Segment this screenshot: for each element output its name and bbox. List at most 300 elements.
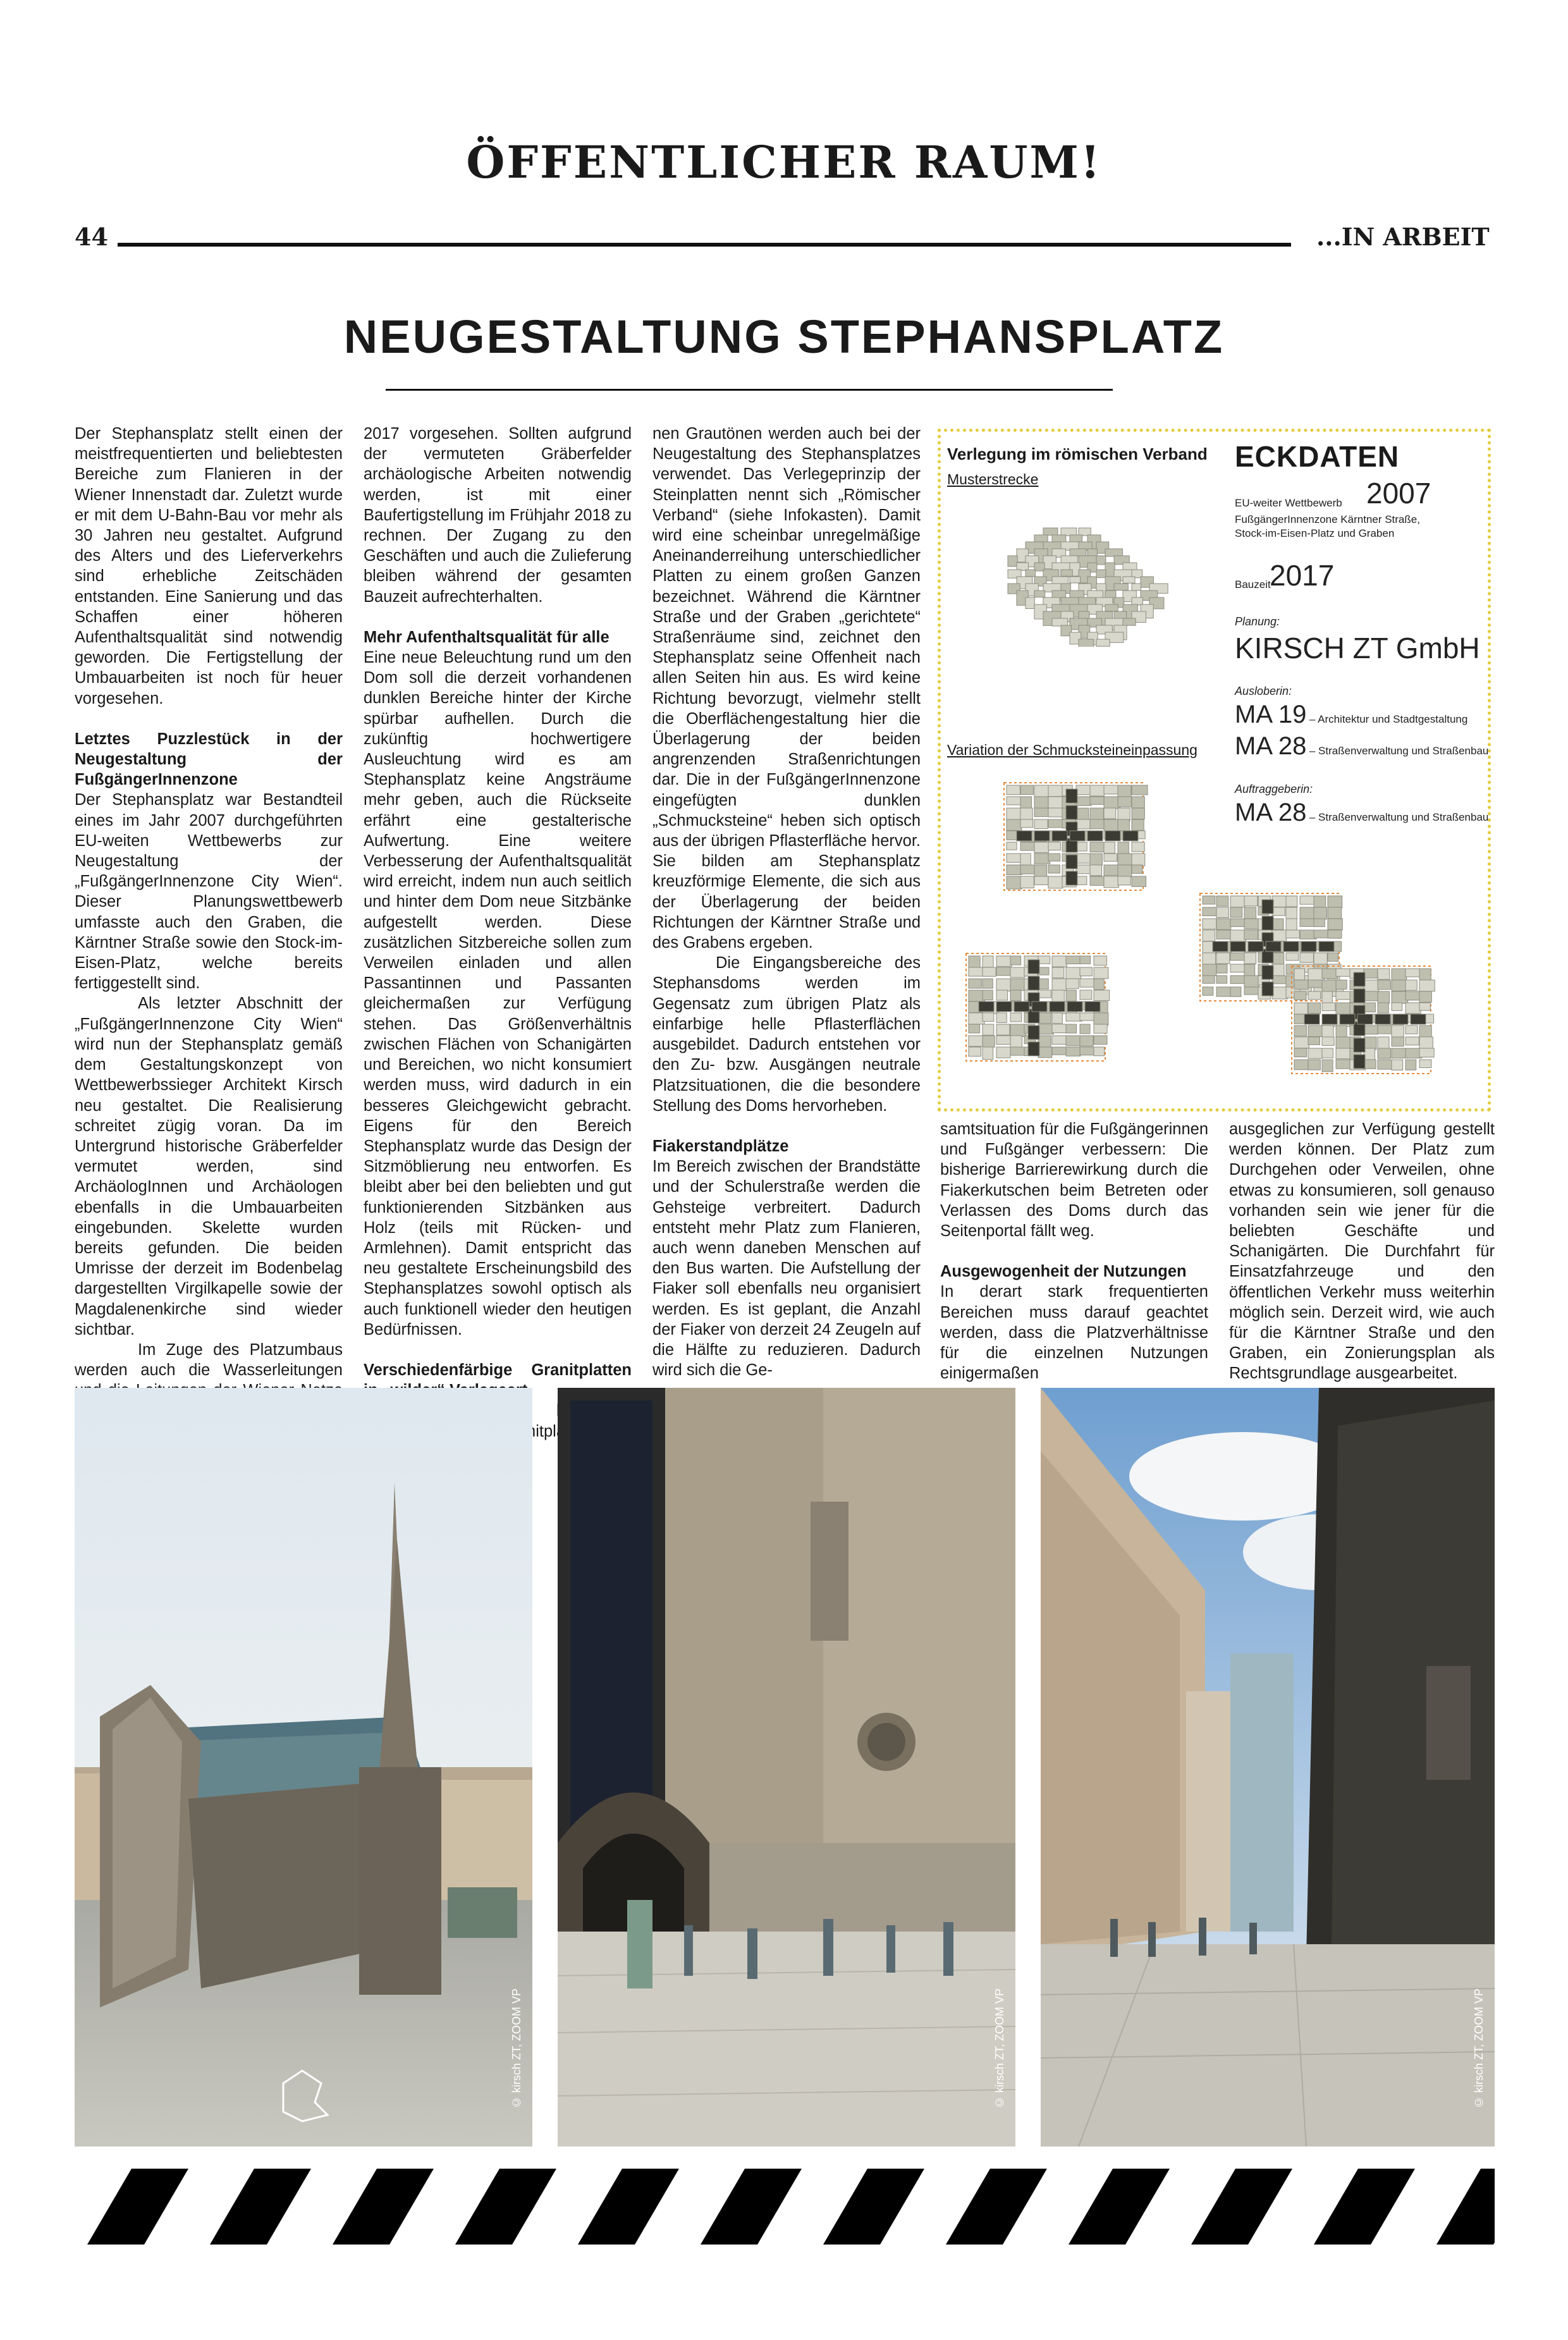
paver-tile: [1272, 930, 1286, 941]
eckdaten-ma19-desc: – Architektur und Stadtgestaltung: [1309, 713, 1468, 725]
paver-tile: [1322, 969, 1338, 979]
paragraph: nen Grautönen werden auch bei der Neugestaltung des Stephansplatzes verwendet. Das Verlegeprinzip der Steinplatten nennt sich „Römischer Verband“ (siehe Infokasten). Damit wird eine scheinbar unregelmäßige Aneinanderreihung unterschiedlicher Platten zu einem großen Ganzen bezeichnet. Während die Kärntner Straße und der Graben „gerichtete“ Straßenräume sind, zeichnet den Stephansplatz seine Offenheit nach allen Seiten hin aus. Es wird keine Richtung bevorzugt, vielmehr stellt die Oberflächengestaltung hier die Überlagerung der beiden angrenzenden Straßenrichtungen dar. Die in der FußgängerInnenzone eingefügten dunklen „Schmucksteine“ heben sich optisch aus der übrigen Pflasterfläche hervor. Sie bilden am Stephansplatz kreuzförmige Elemente, die sich aus der Überlagerung der beiden Richtungen der Kärntner Straße und des Grabens ergeben.: [652, 425, 921, 952]
paver-tile: [1034, 865, 1047, 877]
paver-tile: [1314, 919, 1325, 927]
paver-tile: [1118, 876, 1130, 885]
paver-tile: [1132, 797, 1144, 808]
paragraph: Die Eingangsbereiche des Stephansdoms werden im Gegensatz zum übrigen Platz als einfarbige helle Pflasterflächen ausgebildet. Dadurch entstehen vor den Zu- bzw. Ausgängen neutrale Platzsituationen, die die besondere Stellung des Doms hervorheben.: [652, 954, 921, 1115]
paver-tile: [1007, 842, 1017, 850]
paver-tile: [1007, 865, 1022, 875]
paver-tile: [1300, 896, 1314, 904]
paver-tile: [1419, 1048, 1434, 1057]
info-box: [938, 429, 1491, 1112]
paver-tile: [1378, 1037, 1389, 1049]
paver-tile: [1314, 896, 1326, 909]
paver-tile: [1406, 1026, 1418, 1034]
paver-tile: [1322, 1003, 1335, 1011]
paver-tile: [1038, 1036, 1051, 1048]
paragraph: Granitplatten: [499, 1422, 592, 1440]
paver-tile: [1419, 980, 1435, 991]
article-headline: NEUGESTALTUNG STEPHANSPLATZ: [343, 310, 1225, 363]
paver-tile: [983, 956, 993, 967]
eckdaten-planung-label: Planung:: [1235, 615, 1280, 628]
article-column-1: [75, 424, 343, 1462]
photo-plaza-street: [1041, 1388, 1495, 2147]
paver-tile: [1038, 1047, 1052, 1058]
schmuckstein-tile: [1266, 941, 1281, 952]
paver-tile: [1364, 1048, 1375, 1060]
paver-tile: [1010, 1036, 1022, 1047]
hazard-stripe: [455, 2169, 556, 2245]
schmuckstein-tile: [1304, 1014, 1320, 1024]
paver-tile: [1034, 819, 1048, 829]
paver-tile: [1066, 979, 1079, 989]
hazard-stripe: [701, 2169, 802, 2245]
paver-tile: [1308, 1048, 1322, 1058]
paver-tile: [983, 967, 996, 976]
paver-tile: [1118, 785, 1131, 797]
schmuckstein-tile: [1066, 789, 1077, 803]
paver-tile: [1090, 842, 1105, 852]
eckdaten-wettbewerb-label: EU-weiter Wettbewerb: [1235, 497, 1342, 509]
hazard-stripe-band: [75, 2169, 1495, 2245]
paver-tile: [1216, 976, 1227, 983]
paver-tile: [1378, 1003, 1388, 1013]
paver-tile: [1286, 930, 1299, 938]
subheading: Ausgewogenheit der Nutzungen: [940, 1263, 1187, 1281]
paver-tile: [1406, 969, 1421, 977]
paver-tile: [1230, 976, 1244, 984]
paver-tile: [1020, 785, 1033, 795]
paver-tile: [1020, 876, 1034, 888]
schmuckstein-tile: [1354, 1055, 1365, 1069]
paver-tile: [1272, 907, 1285, 916]
header-rule: [118, 243, 1291, 247]
paver-tile: [1118, 797, 1131, 807]
paver-tile: [1230, 953, 1246, 960]
paver-tile: [1076, 854, 1091, 863]
paver-tile: [1048, 876, 1063, 888]
paver-tile: [1080, 956, 1091, 964]
paragraph: Der Stephansplatz stellt einen der meistfrequentierten und beliebtesten Bereiche zum Flanieren in der Wiener Innenstadt dar. Zuletzt wurde er mit dem U-Bahn-Bau vor mehr als 30 Jahren neu gestaltet. Aufgrund des Alters und des Lieferverkehrs sind erhebliche Zeitschäden entstanden. Eine Sanierung und das Schaffen einer höheren Aufenthaltsqualität sind notwendig geworden. Die Fertigstellung der Umbauarbeiten ist noch für heuer vorgesehen.: [75, 425, 343, 708]
paver-tile: [1336, 1026, 1347, 1038]
schmuckstein-tile: [1032, 1002, 1047, 1012]
paver-tile: [1080, 990, 1092, 1000]
paver-tile: [1132, 584, 1141, 591]
paver-tile: [1272, 976, 1287, 984]
paver-tile: [1308, 1037, 1320, 1044]
paver-tile: [1322, 1037, 1334, 1046]
paver-tile: [1026, 597, 1034, 609]
paver-tile: [1048, 808, 1063, 817]
paver-tile: [1038, 1024, 1053, 1034]
paver-tile: [996, 1013, 1007, 1022]
paver-tile: [1328, 930, 1342, 938]
paver-tile: [1216, 930, 1231, 939]
schmuckstein-tile: [1213, 941, 1228, 952]
paver-tile: [1052, 967, 1064, 978]
paragraph: Als letzter Abschnitt der „FußgängerInnenzone City Wien“ wird nun der Stephansplatz gemäß dem Gestaltungskonzept von Wettbewerbssieger Architekt Kirsch neu gestaltet. Die Realisierung schreitet zügig voran. Da im Untergrund historische Gräberfelder vermutet werden, sind ArchäologInnen und Archäologen ebenfalls in die Umbauarbeiten eingebunden. Skelette wurden bereits gefunden. Die beiden Umrisse der derzeit im Bodenbelag dargestellten Virgilkapelle sowie der Magdalenenkirche sind wieder sichtbar.: [75, 995, 343, 1338]
paver-tile: [1244, 953, 1256, 964]
paver-tile: [1244, 930, 1258, 940]
paver-tile: [1336, 1048, 1351, 1059]
paver-tile: [1392, 1003, 1402, 1010]
paver-tile: [1052, 990, 1064, 1002]
schmuckstein-tile: [1262, 982, 1273, 996]
subheading: Verschiedenfärbige Granitplatten: [364, 1361, 632, 1379]
paver-tile: [1230, 907, 1242, 917]
paver-tile: [1378, 980, 1390, 989]
paragraph: 2017 vorgesehen. Sollten aufgrund der vermuteten Gräberfelder archäologische Arbeiten notwendig werden, ist mit einer Baufertigstellung im Frühjahr 2018 zu rechnen. Der Zugang zu den Geschäften und auch die Zulieferung bleiben während der gesamten Bauzeit aufrechterhalten.: [364, 425, 632, 606]
paver-tile: [1010, 979, 1026, 991]
photo-credit: © kirsch ZT, ZOOM VP: [510, 1988, 523, 2109]
paver-tile: [1364, 969, 1378, 978]
paver-tile: [1392, 1037, 1404, 1046]
paver-tile: [1294, 980, 1308, 989]
paver-tile: [969, 1013, 984, 1024]
paver-tile: [1392, 969, 1407, 981]
paver-tile: [1114, 584, 1128, 590]
paver-tile: [1378, 1048, 1391, 1058]
paver-tile: [1096, 556, 1106, 565]
paver-tile: [996, 956, 1012, 967]
paver-tile: [1378, 1026, 1392, 1034]
paver-tile: [1094, 1047, 1105, 1056]
paragraph: Im Bereich zwischen der Brandstätte und der Schulerstraße werden die Gehsteige verbreitert. Dadurch entsteht mehr Platz zum Flanieren, auch wenn daneben Menschen auf den Bus warten. Die Aufstellung der Fiaker soll ebenfalls neu organisiert werden. Es ist geplant, die Anzahl der Fiaker von derzeit 24 Zeugeln auf die Hälfte zu reduzieren. Dadurch wird sich die Ge-: [652, 1158, 921, 1380]
photo-cathedral-portal-image: [558, 1388, 1015, 2147]
paver-tile: [1308, 1026, 1324, 1037]
paver-tile: [1314, 930, 1329, 938]
paver-tile: [1094, 1013, 1108, 1026]
paver-tile: [1378, 1060, 1393, 1069]
paver-tile: [1203, 896, 1215, 904]
paver-tile: [1308, 1060, 1320, 1070]
paver-tile: [1216, 919, 1231, 929]
eckdaten-planung-value: KIRSCH ZT GmbH: [1235, 632, 1480, 665]
paver-tile: [1286, 896, 1297, 907]
infobox-subtitle-sample: Musterstrecke: [947, 471, 1039, 487]
paver-tile: [1203, 930, 1215, 941]
paver-tile: [1010, 956, 1021, 965]
paver-tile: [1419, 991, 1431, 1002]
paragraph: samtsituation für die Fußgängerinnen und Fußgänger verbessern: Die bisherige Barrierewirkung durch die Fiakerkutschen beim Betreten oder Verlassen des Doms durch das Seitenportal fällt weg.: [940, 1120, 1208, 1240]
paver-tile: [969, 1024, 980, 1033]
paver-tile: [1216, 896, 1228, 906]
paver-tile: [1007, 819, 1022, 831]
schmuckstein-tile: [1262, 900, 1273, 914]
schmuckstein-tile: [1393, 1014, 1408, 1024]
schmuckstein-tile: [1375, 1014, 1390, 1024]
paver-tile: [1052, 979, 1067, 991]
eckdaten-wettbewerb-year: 2007: [1366, 477, 1431, 510]
paver-tile: [1020, 808, 1032, 821]
paver-tile: [1364, 1037, 1376, 1050]
paver-tile: [1123, 618, 1136, 625]
paver-tile: [1090, 785, 1104, 796]
paver-tile: [1230, 987, 1241, 996]
paver-tile: [1048, 865, 1060, 873]
paver-tile: [1336, 1060, 1351, 1069]
paver-tile: [1406, 980, 1417, 990]
paver-tile: [1118, 865, 1132, 877]
paver-tile: [1392, 1026, 1404, 1038]
paver-tile: [1294, 991, 1306, 1000]
paragraph: Im Zuge des Platzumbaus werden auch die Wasserleitungen: [75, 1340, 343, 1380]
paver-tile: [1364, 980, 1379, 992]
paver-tile: [1010, 967, 1025, 977]
paver-tile: [1038, 967, 1049, 975]
paver-tile: [1034, 797, 1048, 809]
paver-tile: [1007, 797, 1022, 805]
paver-tile: [1104, 842, 1115, 854]
hazard-stripe: [87, 2169, 188, 2245]
paver-tile: [1048, 797, 1063, 809]
paver-tile: [1010, 1024, 1026, 1036]
schmuckstein-tile: [1028, 960, 1039, 974]
paver-tile: [1034, 591, 1045, 597]
paver-tile: [1322, 1048, 1333, 1058]
paver-tile: [1216, 907, 1228, 917]
paver-tile: [1216, 964, 1227, 973]
paver-tile: [1090, 819, 1105, 829]
paver-tile: [1406, 1060, 1416, 1070]
paver-tile: [969, 1047, 981, 1057]
eckdaten-title: ECKDATEN: [1235, 440, 1400, 473]
paver-cross-diagram-1: [998, 776, 1149, 897]
schmuckstein-tile: [1105, 831, 1120, 841]
paragraph: ausgeglichen zur Verfügung gestellt werden können. Der Platz zum Durchgehen oder Verweilen, ohne etwas zu konsumieren, soll genauso vorhanden sein wie jener für die beliebten Geschäfte und Schanigärten. Die Durchfahrt für Einsatzfahrzeuge und den öffentlichen Verkehr muss weiterhin möglich sein. Derzeit wird, wie auch für die Kärntner Straße und den Graben, ein Zonierungsplan als Rechtsgrundlage ausgearbeitet.: [1229, 1120, 1495, 1383]
paver-tile: [1105, 563, 1115, 577]
paver-tile: [983, 1013, 994, 1021]
paver-tile: [1105, 549, 1122, 556]
paver-tile: [1244, 987, 1259, 995]
paver-tile: [1066, 967, 1081, 979]
schmuckstein-tile: [1066, 806, 1077, 819]
eckdaten-ma19: [1235, 701, 1467, 729]
paver-tile: [1104, 808, 1116, 819]
paver-tile: [1066, 956, 1081, 964]
paver-tile: [1076, 808, 1089, 820]
paver-tile: [1070, 577, 1081, 583]
paver-tile: [1026, 570, 1035, 577]
eckdaten-ma28-code: MA 28: [1235, 732, 1307, 760]
article-column-5: [1229, 1119, 1495, 1384]
paver-tile: [1034, 854, 1050, 864]
paver-tile: [1322, 1060, 1333, 1072]
paver-tile: [1244, 964, 1255, 977]
eckdaten-auftraggeberin-label: Auftraggeberin:: [1235, 783, 1313, 795]
photo-cathedral-portal: [558, 1388, 1015, 2147]
paver-tile: [1104, 865, 1120, 876]
paver-tile: [1118, 842, 1129, 854]
paver-tile: [1034, 842, 1049, 853]
paver-tile: [1392, 1060, 1403, 1070]
schmuckstein-tile: [1085, 1002, 1100, 1012]
paver-tile: [1080, 1013, 1096, 1020]
paver-tile: [1080, 967, 1092, 976]
subheading: Mehr Aufenthaltsqualität für alle: [364, 628, 609, 646]
paver-tile: [1007, 808, 1021, 819]
paver-tile: [1294, 1060, 1308, 1070]
paver-tile: [983, 1036, 995, 1047]
paver-tile: [1230, 896, 1245, 907]
schmuckstein-tile: [1017, 831, 1032, 841]
paver-tile: [1076, 819, 1091, 829]
paver-tile: [1308, 991, 1321, 1000]
paver-tile: [1308, 1003, 1321, 1014]
paver-tile: [983, 1047, 993, 1060]
paver-tile: [1294, 1026, 1306, 1036]
schmuckstein-tile: [1301, 941, 1316, 952]
paver-tile: [1322, 1026, 1333, 1038]
paver-tile: [1336, 1037, 1351, 1049]
eckdaten-ma28: [1235, 732, 1488, 761]
paver-tile: [1294, 969, 1305, 980]
photo-credit: © kirsch ZT, ZOOM VP: [993, 1988, 1006, 2109]
paver-tile: [1132, 854, 1145, 866]
photo-credit: © kirsch ZT, ZOOM VP: [1473, 1988, 1485, 2109]
headline-rule: [386, 389, 1113, 391]
paver-tile: [1294, 1048, 1307, 1057]
paver-tile: [1300, 919, 1315, 926]
page-number: 44: [75, 223, 108, 251]
paver-tile: [1118, 819, 1129, 831]
photo-cathedral-aerial-image: [75, 1388, 532, 2147]
hazard-stripe: [333, 2169, 434, 2245]
paragraph: In derart stark frequentierten Bereichen muss darauf geachtet werden, dass die Platzverhältnisse für die einzelnen Nutzungen einigermaßen: [940, 1283, 1208, 1383]
paver-tile: [1132, 808, 1144, 819]
article-column-2: [364, 424, 632, 1462]
subheading: Fiakerstandplätze: [652, 1137, 789, 1155]
paver-tile: [1322, 980, 1336, 991]
paver-tile: [1286, 907, 1297, 919]
hazard-stripe: [210, 2169, 311, 2245]
paver-tile: [1105, 604, 1118, 611]
schmuckstein-tile: [1067, 1002, 1082, 1012]
paver-tile: [1328, 919, 1342, 929]
paver-tile: [1038, 990, 1051, 998]
hazard-stripe: [1069, 2169, 1170, 2245]
schmuckstein-tile: [1034, 831, 1050, 841]
paver-tile: [1066, 990, 1076, 1001]
paver-tile: [1080, 1024, 1090, 1034]
schmuckstein-tile: [1028, 1042, 1039, 1056]
paver-tile: [1008, 556, 1017, 567]
schmuckstein-tile: [1354, 1038, 1365, 1052]
paver-tile: [1090, 865, 1102, 876]
schmuckstein-tile: [1262, 916, 1273, 930]
paver-tile: [1230, 964, 1245, 972]
paver-tile: [1038, 1013, 1051, 1024]
paver-tile: [1364, 1003, 1375, 1012]
paver-tile: [1020, 842, 1036, 850]
paver-tile: [1203, 953, 1216, 965]
paver-tile: [1272, 919, 1283, 929]
paver-tile: [1052, 1036, 1067, 1044]
paver-tile: [1216, 987, 1232, 996]
paver-tile: [1094, 967, 1108, 979]
hazard-stripe: [578, 2169, 679, 2245]
paver-tile: [996, 1047, 1010, 1058]
paver-tile: [1336, 969, 1350, 976]
paver-cross-diagram-4: [1285, 960, 1437, 1080]
schmuckstein-tile: [1354, 972, 1365, 986]
paver-tile: [1038, 956, 1050, 964]
paver-tile: [1094, 1024, 1107, 1033]
eckdaten-ausloberin-label: Ausloberin:: [1235, 685, 1292, 697]
paver-tile: [1406, 1003, 1421, 1014]
schmuckstein-tile: [1322, 1014, 1337, 1024]
paver-tile: [1066, 1024, 1077, 1033]
paver-tile: [1419, 1003, 1430, 1010]
schmuckstein-tile: [1014, 1002, 1029, 1012]
paver-tile: [1090, 808, 1103, 820]
schmuckstein-tile: [1028, 1026, 1039, 1039]
paver-tile: [1052, 1013, 1062, 1024]
paver-tile: [1132, 876, 1146, 886]
schmuckstein-tile: [1087, 831, 1103, 841]
paver-tile: [1419, 1037, 1433, 1050]
paver-tile: [1322, 991, 1332, 1003]
paver-tile: [1066, 1047, 1081, 1056]
paver-tile: [1328, 907, 1342, 919]
paver-tile: [1094, 990, 1110, 1001]
paver-tile: [1052, 956, 1067, 967]
paver-tile: [1076, 785, 1091, 795]
paver-tile: [1244, 896, 1258, 906]
hazard-stripe: [1436, 2169, 1495, 2245]
paver-tile: [996, 1036, 1012, 1044]
paver-tile: [1419, 969, 1431, 981]
paver-tile: [1094, 979, 1104, 989]
paver-tile: [1010, 1013, 1022, 1022]
paver-tile: [1020, 797, 1031, 809]
paver-tile: [1230, 930, 1246, 942]
paver-tile: [1286, 919, 1297, 931]
paver-tile: [1066, 1036, 1081, 1046]
paver-tile: [1104, 785, 1118, 794]
schmuckstein-tile: [1411, 1014, 1426, 1024]
paver-tile: [1079, 639, 1094, 647]
paver-tile: [1020, 865, 1036, 874]
paver-tile: [1043, 528, 1058, 536]
paver-tile: [1308, 980, 1323, 988]
paver-tile: [1052, 1047, 1068, 1055]
paver-tile: [1104, 876, 1118, 888]
paver-tile: [1203, 987, 1213, 995]
hazard-stripe: [823, 2169, 924, 2245]
paver-tile: [1007, 785, 1020, 795]
paver-tile: [1118, 808, 1130, 821]
section-label: ...IN ARBEIT: [1316, 223, 1490, 251]
paver-tile: [1132, 819, 1144, 830]
paver-tile: [1336, 980, 1347, 989]
paver-tile: [1132, 785, 1148, 795]
paver-tile: [983, 1024, 994, 1035]
paver-tile: [1203, 907, 1217, 916]
paver-tile: [1104, 854, 1117, 861]
paver-tile: [1364, 991, 1380, 1001]
paver-tile: [1094, 956, 1106, 965]
paver-tile: [1378, 991, 1390, 1003]
paver-tile: [1392, 980, 1406, 991]
paver-tile: [1080, 1047, 1096, 1055]
hazard-stripe: [1314, 2169, 1415, 2245]
photo-plaza-street-image: [1041, 1388, 1495, 2147]
schmuckstein-tile: [1248, 941, 1263, 952]
paver-tile: [1061, 570, 1072, 576]
paver-tile: [1052, 618, 1068, 626]
